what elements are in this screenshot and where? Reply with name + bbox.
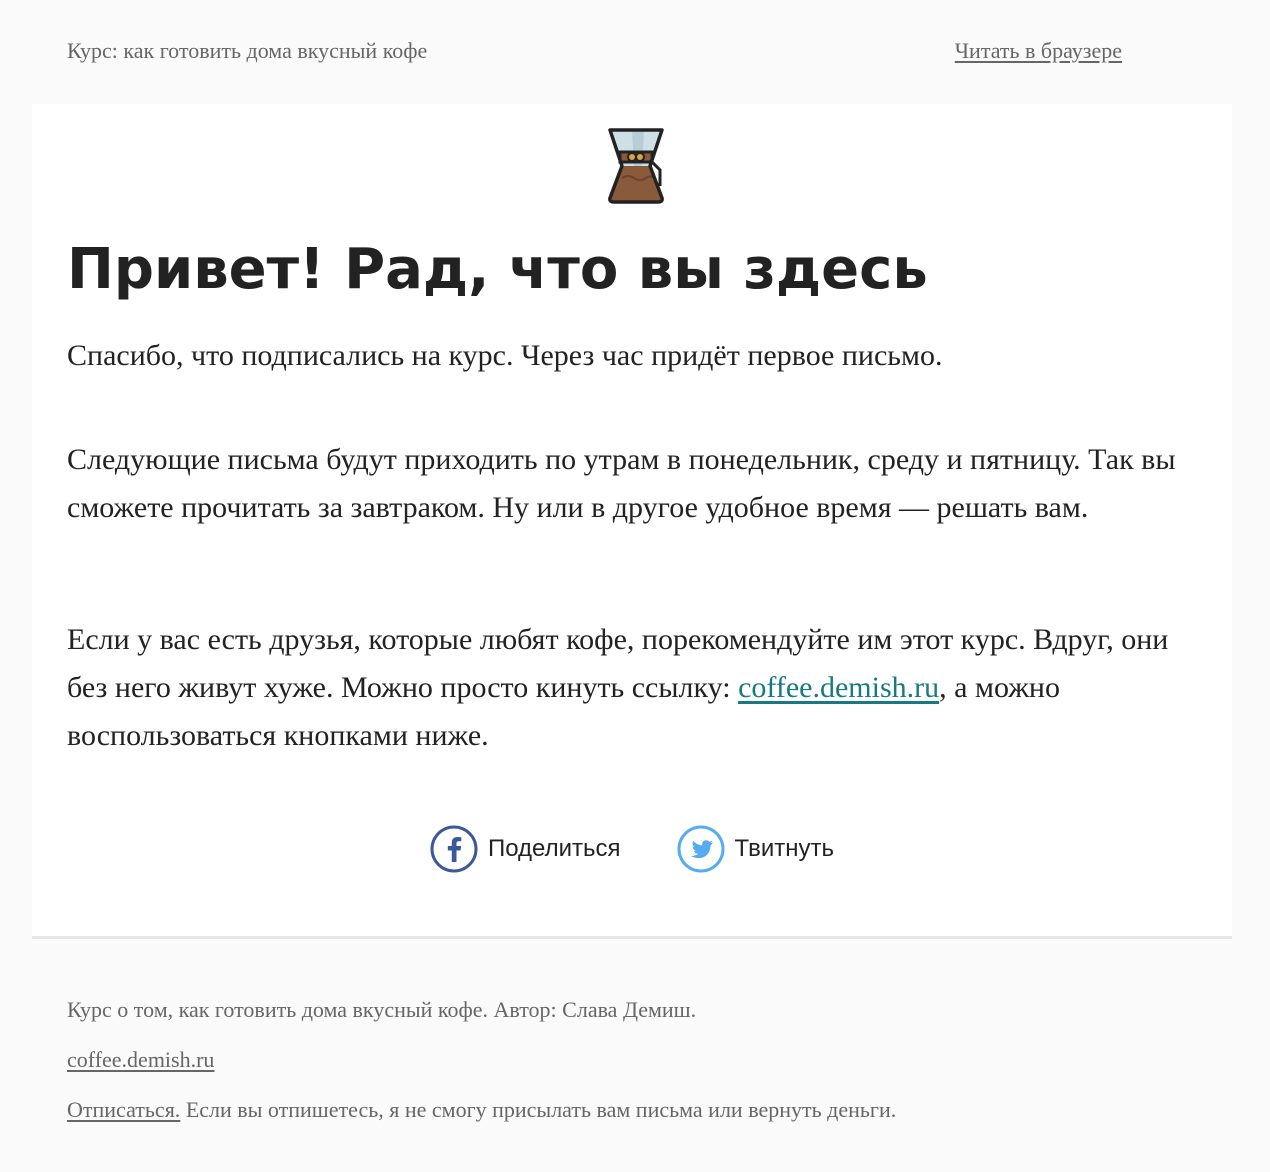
- paragraph-schedule: Следующие письма будут приходить по утрам в понедельник, среду и пятницу. Так вы сможете прочитать за завтраком. Ну или в другое удобное время — решать вам.: [67, 443, 1176, 524]
- paragraph-recommend: [67, 616, 1207, 760]
- footer-unsubscribe: [67, 1092, 1207, 1142]
- page-title: Привет! Рад, что вы здесь: [67, 237, 928, 302]
- course-site-link[interactable]: coffee.demish.ru: [738, 671, 940, 704]
- footer-site: [67, 1042, 1207, 1092]
- share-buttons: [32, 824, 1232, 874]
- paragraph-recommend-text: Если у вас есть друзья, которые любят кофе, порекомендуйте им этот курс. Вдруг, они без него живут хуже. Можно просто кинуть ссылку:: [67, 623, 1169, 704]
- paragraph-thanks: Спасибо, что подписались на курс. Через час придёт первое письмо.: [67, 339, 943, 372]
- twitter-share-button[interactable]: [677, 825, 835, 873]
- coffee-chemex-icon: [604, 126, 668, 206]
- facebook-share-button[interactable]: [430, 825, 621, 873]
- email-card: [32, 104, 1232, 939]
- footer: [67, 992, 1207, 1142]
- footer-site-link[interactable]: coffee.demish.ru: [67, 1047, 215, 1072]
- facebook-icon: [430, 825, 478, 873]
- paragraph-recommend-tail: , а можно воспользоваться кнопками ниже.: [67, 671, 1060, 752]
- course-title: Курс: как готовить дома вкусный кофе: [67, 38, 428, 63]
- twitter-share-label: Твитнуть: [734, 835, 835, 862]
- top-bar: [67, 34, 1122, 68]
- unsubscribe-note: Если вы отпишетесь, я не смогу присылать вам письма или вернуть деньги.: [180, 1097, 897, 1122]
- read-in-browser-link[interactable]: Читать в браузере: [954, 38, 1122, 63]
- facebook-share-label: Поделиться: [487, 835, 621, 862]
- unsubscribe-link[interactable]: Отписаться.: [67, 1097, 181, 1122]
- footer-about: Курс о том, как готовить дома вкусный кофе. Автор: Слава Демиш.: [67, 997, 697, 1022]
- twitter-icon: [677, 825, 725, 873]
